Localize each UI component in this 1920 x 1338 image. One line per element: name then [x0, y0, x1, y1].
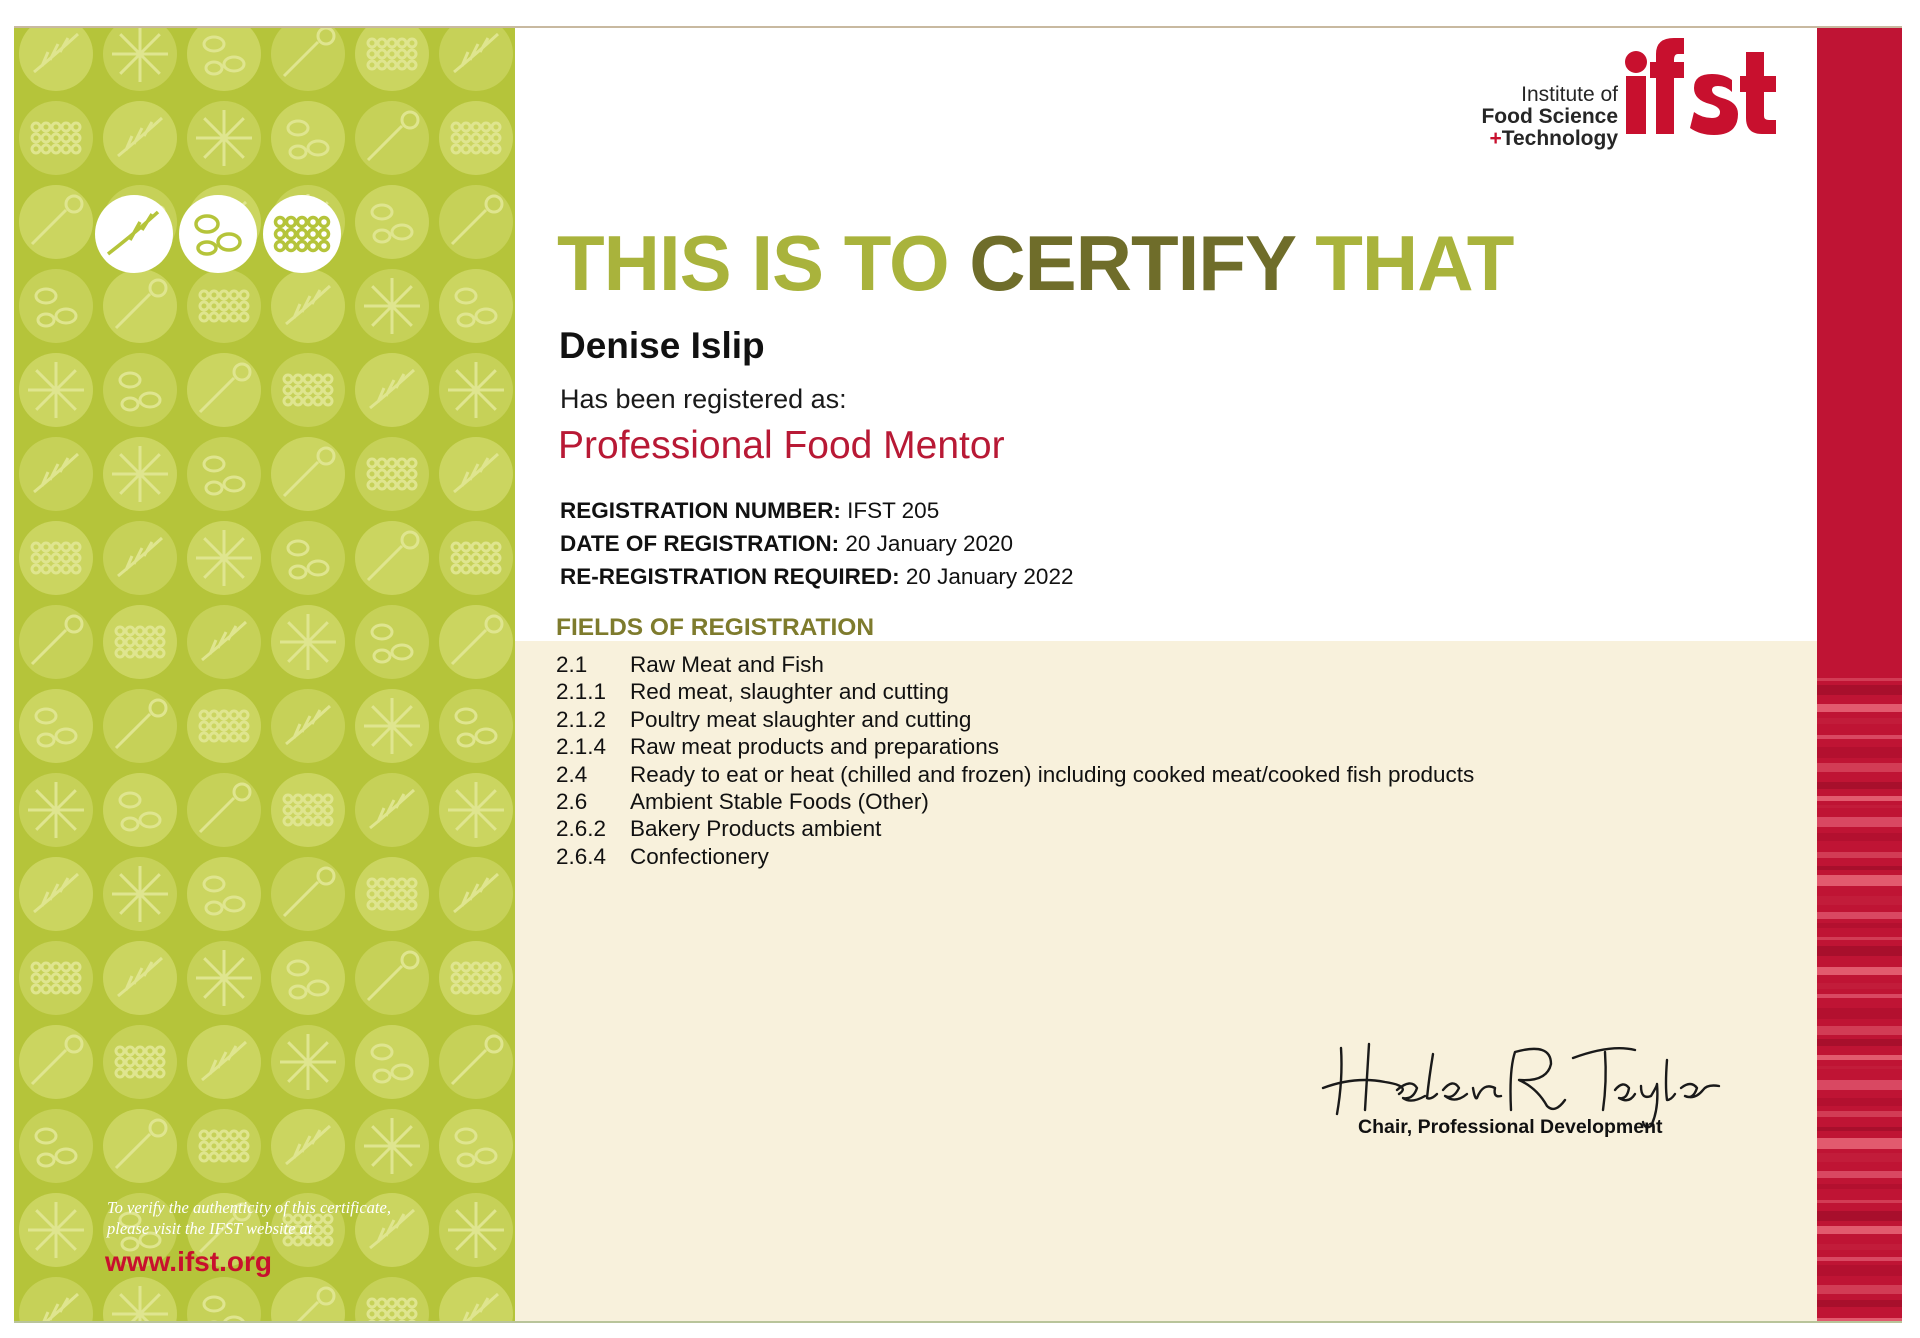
field-text: Raw Meat and Fish — [630, 652, 824, 677]
field-item — [556, 678, 1474, 705]
reg-label: DATE OF REGISTRATION: — [560, 531, 840, 556]
grain-icon — [187, 28, 261, 91]
grain-icon — [355, 1025, 429, 1099]
citrus-icon — [355, 269, 429, 343]
field-item — [556, 651, 1474, 678]
spoon-icon — [439, 1025, 513, 1099]
wheat-icon — [103, 101, 177, 175]
spoon-icon — [355, 521, 429, 595]
grain-icon — [271, 101, 345, 175]
stripe — [1817, 1066, 1902, 1069]
spoon-icon — [271, 437, 345, 511]
field-code: 2.1.4 — [556, 734, 607, 760]
field-item — [556, 761, 1474, 788]
certificate-title — [557, 218, 1513, 309]
grain-icon — [439, 689, 513, 763]
logo-line-1: Institute of — [1521, 83, 1618, 106]
wheat-icon — [271, 689, 345, 763]
citrus-icon — [103, 1277, 177, 1321]
stripe — [1817, 866, 1902, 870]
stripe — [1817, 1318, 1902, 1321]
spoon-icon — [187, 773, 261, 847]
title-part-2: CERTIFY — [969, 219, 1295, 307]
stripe — [1817, 805, 1902, 808]
spoon-icon — [355, 941, 429, 1015]
stripe — [1817, 796, 1902, 801]
title-part-3: THAT — [1294, 219, 1514, 307]
berries-icon — [271, 353, 345, 427]
stripe — [1817, 1153, 1902, 1162]
stripe — [1817, 1111, 1902, 1117]
spoon-icon — [439, 605, 513, 679]
grain-icon — [271, 941, 345, 1015]
red-band — [1817, 28, 1902, 1321]
spoon-icon — [103, 1109, 177, 1183]
stripe — [1817, 678, 1902, 681]
recipient-name: Denise Islip — [559, 325, 765, 366]
stripe — [1817, 1285, 1902, 1294]
berries-icon — [439, 101, 513, 175]
wheat-icon — [19, 1277, 93, 1321]
spoon-icon — [271, 28, 345, 91]
berries-icon — [187, 269, 261, 343]
stripe — [1817, 735, 1902, 739]
field-item — [556, 733, 1474, 760]
stripe — [1817, 1127, 1902, 1131]
reg-value: 20 January 2020 — [839, 531, 1014, 556]
wheat-icon — [355, 773, 429, 847]
wheat-icon — [187, 605, 261, 679]
grain-icon — [439, 269, 513, 343]
verify-line-2: please visit the IFST website at — [107, 1219, 313, 1238]
emblem-grain-icon — [179, 195, 257, 273]
wheat-icon — [19, 437, 93, 511]
citrus-icon — [19, 1193, 93, 1267]
citrus-icon — [439, 353, 513, 427]
spoon-icon — [19, 1025, 93, 1099]
stripe — [1817, 1138, 1902, 1149]
reg-value: IFST 205 — [840, 498, 940, 523]
field-text: Bakery Products ambient — [630, 816, 882, 842]
field-code: 2.1.2 — [556, 706, 607, 732]
registered-role: Professional Food Mentor — [558, 424, 1005, 467]
stripe — [1817, 1257, 1902, 1261]
verify-note — [107, 1197, 391, 1239]
grain-icon — [103, 353, 177, 427]
berries-icon — [19, 521, 93, 595]
stripe — [1817, 1265, 1902, 1276]
grain-icon — [355, 185, 429, 259]
stripe — [1817, 718, 1902, 724]
stripe — [1817, 1039, 1902, 1046]
field-item — [556, 788, 1474, 815]
field-text: Raw meat products and preparations — [630, 734, 999, 760]
berries-icon — [187, 1109, 261, 1183]
wheat-icon — [187, 1025, 261, 1099]
ifst-logo-mark — [1620, 32, 1782, 142]
grain-icon — [19, 689, 93, 763]
title-part-1: THIS IS TO — [557, 219, 970, 307]
berries-icon — [19, 941, 93, 1015]
grain-icon — [103, 773, 177, 847]
verify-line-1: To verify the authenticity of this certificate, — [107, 1198, 391, 1217]
signature-caption: Chair, Professional Development — [1358, 1116, 1663, 1138]
stripe — [1817, 763, 1902, 772]
berries-icon — [103, 1025, 177, 1099]
spoon-icon — [19, 185, 93, 259]
berries-icon — [187, 689, 261, 763]
registration-number — [560, 494, 1073, 527]
citrus-icon — [187, 521, 261, 595]
emblem-wheat-icon — [95, 195, 173, 273]
citrus-icon — [103, 437, 177, 511]
citrus-icon — [355, 1109, 429, 1183]
stripe — [1817, 1226, 1902, 1234]
berries-icon — [355, 857, 429, 931]
grain-icon — [439, 1109, 513, 1183]
signature-image — [1315, 1030, 1735, 1130]
spoon-icon — [439, 185, 513, 259]
stripe — [1817, 1184, 1902, 1189]
wheat-icon — [103, 941, 177, 1015]
reregistration-date — [560, 560, 1073, 593]
field-code: 2.4 — [556, 761, 588, 787]
grain-icon — [355, 605, 429, 679]
stripe — [1817, 1080, 1902, 1090]
logo-wordmark — [1481, 84, 1618, 150]
field-text: Confectionery — [630, 843, 769, 869]
field-item — [556, 843, 1474, 870]
citrus-icon — [103, 28, 177, 91]
wheat-icon — [271, 269, 345, 343]
stripe — [1817, 1300, 1902, 1307]
citrus-icon — [187, 101, 261, 175]
wheat-icon — [439, 28, 513, 91]
field-code: 2.6 — [556, 789, 588, 815]
field-text: Poultry meat slaughter and cutting — [630, 706, 972, 732]
field-code: 2.6.4 — [556, 843, 607, 869]
reg-label: REGISTRATION NUMBER: — [560, 498, 841, 523]
stripe — [1817, 817, 1902, 827]
stripe — [1817, 1055, 1902, 1060]
field-code: 2.6.2 — [556, 816, 607, 842]
citrus-icon — [271, 605, 345, 679]
berries-icon — [355, 28, 429, 91]
ifst-logo — [1452, 32, 1782, 150]
stripe — [1817, 704, 1902, 712]
citrus-icon — [103, 857, 177, 931]
stripe — [1817, 937, 1902, 940]
citrus-icon — [19, 353, 93, 427]
citrus-icon — [19, 773, 93, 847]
food-pattern — [14, 28, 515, 1321]
logo-line-3-text: Technology — [1501, 127, 1618, 150]
grain-icon — [187, 1277, 261, 1321]
logo-plus: + — [1489, 127, 1502, 150]
spoon-icon — [271, 1277, 345, 1321]
stripe — [1817, 875, 1902, 886]
stripe — [1817, 852, 1902, 858]
citrus-icon — [355, 689, 429, 763]
wheat-icon — [439, 437, 513, 511]
stripe — [1817, 1211, 1902, 1221]
stripe-pattern — [1817, 28, 1902, 1321]
grain-icon — [271, 521, 345, 595]
spoon-icon — [187, 353, 261, 427]
reg-value: 20 January 2022 — [899, 564, 1074, 589]
stripe — [1817, 1171, 1902, 1178]
berries-icon — [439, 521, 513, 595]
stripe — [1817, 946, 1902, 956]
citrus-icon — [439, 1193, 513, 1267]
spoon-icon — [355, 101, 429, 175]
wheat-icon — [103, 521, 177, 595]
spoon-icon — [103, 269, 177, 343]
wheat-icon — [271, 1109, 345, 1183]
field-item — [556, 815, 1474, 842]
field-text: Ambient Stable Foods (Other) — [630, 789, 929, 815]
berries-icon — [271, 773, 345, 847]
stripe — [1817, 923, 1902, 928]
stripe — [1817, 983, 1902, 989]
stripe — [1817, 782, 1902, 789]
field-text: Red meat, slaughter and cutting — [630, 679, 949, 705]
reg-label: RE-REGISTRATION REQUIRED: — [560, 564, 900, 589]
wheat-icon — [19, 28, 93, 91]
stripe — [1817, 896, 1902, 905]
stripe — [1817, 685, 1902, 695]
field-text: Ready to eat or heat (chilled and frozen) including cooked meat/cooked fish products — [630, 761, 1475, 787]
registration-date — [560, 527, 1073, 560]
field-item — [556, 706, 1474, 733]
field-code: 2.1.1 — [556, 679, 607, 705]
pattern-panel — [14, 28, 515, 1321]
wheat-icon — [355, 353, 429, 427]
stripe — [1817, 1008, 1902, 1019]
website-link[interactable]: www.ifst.org — [105, 1246, 272, 1277]
berries-icon — [103, 605, 177, 679]
stripe — [1817, 1244, 1902, 1250]
citrus-icon — [271, 1025, 345, 1099]
intro-text: Has been registered as: — [560, 384, 847, 414]
stripe — [1817, 1098, 1902, 1106]
wheat-icon — [439, 857, 513, 931]
stripe — [1817, 912, 1902, 919]
field-code: 2.1 — [556, 652, 588, 677]
fields-list — [556, 651, 1474, 870]
stripe — [1817, 833, 1902, 841]
emblem-berries-icon — [263, 195, 341, 273]
stripe — [1817, 994, 1902, 998]
grain-icon — [187, 437, 261, 511]
berries-icon — [19, 101, 93, 175]
wheat-icon — [19, 857, 93, 931]
spoon-icon — [271, 857, 345, 931]
stripe — [1817, 1200, 1902, 1203]
berries-icon — [355, 1277, 429, 1321]
spoon-icon — [103, 689, 177, 763]
berries-icon — [439, 941, 513, 1015]
fields-heading: FIELDS OF REGISTRATION — [556, 614, 875, 641]
citrus-icon — [187, 941, 261, 1015]
berries-icon — [355, 437, 429, 511]
spoon-icon — [19, 605, 93, 679]
citrus-icon — [439, 773, 513, 847]
stripe — [1817, 967, 1902, 975]
logo-line-2: Food Science — [1481, 105, 1618, 128]
grain-icon — [19, 269, 93, 343]
stripe — [1817, 747, 1902, 758]
stripe — [1817, 1026, 1902, 1035]
grain-icon — [19, 1109, 93, 1183]
grain-icon — [187, 857, 261, 931]
logo-line-3 — [1481, 128, 1618, 150]
registration-details — [560, 494, 1073, 593]
wheat-icon — [439, 1277, 513, 1321]
